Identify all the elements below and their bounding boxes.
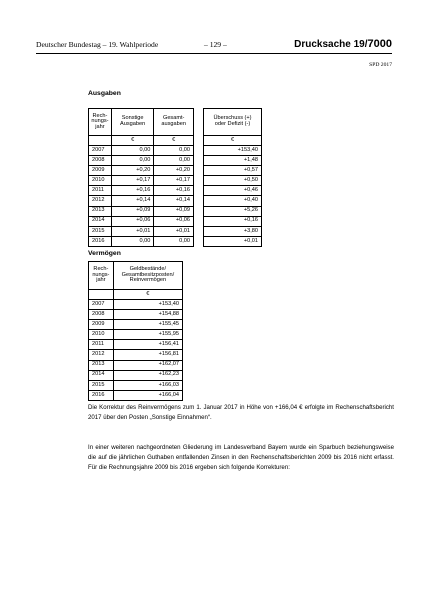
- table-row: [89, 176, 194, 186]
- table-row: [89, 300, 183, 310]
- page-number: – 129 –: [204, 40, 227, 49]
- year-cell: 2009: [89, 166, 112, 176]
- surplus-cell: +0,46: [204, 186, 262, 196]
- surplus-rows: [204, 146, 262, 247]
- table-row: [89, 380, 183, 390]
- document-number-value: 7000: [367, 38, 392, 50]
- sonstige-ausgaben-cell: +0,01: [111, 226, 154, 236]
- unit-cell-empty: [89, 136, 112, 146]
- surplus-cell: +1,48: [204, 156, 262, 166]
- year-cell: 2013: [89, 206, 112, 216]
- year-cell: 2015: [89, 226, 112, 236]
- header-sonstige-ausgaben: Sonstige Ausgaben: [111, 109, 154, 136]
- year-cell: 2012: [89, 350, 114, 360]
- unit-cell: €: [111, 136, 154, 146]
- ausgaben-table: [88, 108, 194, 247]
- table-row: [89, 310, 183, 320]
- year-cell: 2012: [89, 196, 112, 206]
- document-number-prefix: Drucksache 19/: [294, 39, 368, 50]
- reinvermoegen-cell: +162,07: [113, 360, 182, 370]
- table-row: [204, 206, 262, 216]
- gesamtausgaben-cell: +0,20: [154, 166, 194, 176]
- table-row: [204, 226, 262, 236]
- table-row: [204, 166, 262, 176]
- table-row: [89, 186, 194, 196]
- header-gesamtausgaben: Gesamt- ausgaben: [154, 109, 194, 136]
- sonstige-ausgaben-cell: 0,00: [111, 236, 154, 246]
- table-row: [89, 360, 183, 370]
- table-row: [204, 176, 262, 186]
- table-row: [89, 320, 183, 330]
- year-cell: 2007: [89, 146, 112, 156]
- sonstige-ausgaben-cell: +0,16: [111, 186, 154, 196]
- unit-cell: €: [154, 136, 194, 146]
- table-row: [89, 350, 183, 360]
- year-cell: 2009: [89, 320, 114, 330]
- table-row: [204, 196, 262, 206]
- surplus-cell: +153,40: [204, 146, 262, 156]
- ausgaben-rows: [89, 146, 194, 247]
- gesamtausgaben-cell: 0,00: [154, 236, 194, 246]
- year-cell: 2007: [89, 300, 114, 310]
- sonstige-ausgaben-cell: +0,06: [111, 216, 154, 226]
- sonstige-ausgaben-cell: +0,20: [111, 166, 154, 176]
- table-row: [204, 236, 262, 246]
- table-row: [204, 156, 262, 166]
- gesamtausgaben-cell: +0,17: [154, 176, 194, 186]
- surplus-cell: +0,01: [204, 236, 262, 246]
- year-cell: 2016: [89, 390, 114, 400]
- year-cell: 2008: [89, 156, 112, 166]
- reinvermoegen-cell: +156,41: [113, 340, 182, 350]
- table-row: [204, 216, 262, 226]
- year-cell: 2011: [89, 186, 112, 196]
- gesamtausgaben-cell: +0,14: [154, 196, 194, 206]
- reinvermoegen-cell: +166,04: [113, 390, 182, 400]
- ausgaben-title: Ausgaben: [88, 90, 121, 97]
- gesamtausgaben-cell: +0,16: [154, 186, 194, 196]
- paragraph-korrektur: Die Korrektur des Reinvermögens zum 1. Januar 2017 in Höhe von +166,04 € erfolgte im Rechenschaftsbericht 2017 über den Posten „Sonstige Einnahmen“.: [88, 404, 394, 422]
- table-row: [89, 340, 183, 350]
- header-rechnungsjahr: Rech- nungs- jahr: [89, 109, 112, 136]
- year-cell: 2013: [89, 360, 114, 370]
- vermoegen-title: Vermögen: [88, 250, 121, 257]
- surplus-cell: +0,50: [204, 176, 262, 186]
- reinvermoegen-cell: +155,95: [113, 330, 182, 340]
- reinvermoegen-cell: +153,40: [113, 300, 182, 310]
- sonstige-ausgaben-cell: +0,09: [111, 206, 154, 216]
- year-cell: 2008: [89, 310, 114, 320]
- sonstige-ausgaben-cell: +0,17: [111, 176, 154, 186]
- table-row: [89, 156, 194, 166]
- table-row: [89, 226, 194, 236]
- table-row: [89, 146, 194, 156]
- surplus-cell: +0,57: [204, 166, 262, 176]
- header-rechnungsjahr: Rech- nungs- jahr: [89, 262, 114, 290]
- table-row: [89, 196, 194, 206]
- gesamtausgaben-cell: +0,01: [154, 226, 194, 236]
- party-year-label: SPD 2017: [369, 62, 392, 68]
- sonstige-ausgaben-cell: 0,00: [111, 146, 154, 156]
- surplus-cell: +0,40: [204, 196, 262, 206]
- header-ueberschuss-defizit: Überschuss (+) oder Defizit (-): [204, 109, 262, 136]
- table-row: [89, 390, 183, 400]
- table-row: [204, 186, 262, 196]
- year-cell: 2014: [89, 216, 112, 226]
- year-cell: 2011: [89, 340, 114, 350]
- sonstige-ausgaben-cell: +0,14: [111, 196, 154, 206]
- table-row: [89, 206, 194, 216]
- surplus-cell: +3,80: [204, 226, 262, 236]
- header-reinvermoegen: Geldbestände/ Gesamtbesitzposten/ Reinvermögen: [113, 262, 182, 290]
- year-cell: 2010: [89, 176, 112, 186]
- gesamtausgaben-cell: 0,00: [154, 156, 194, 166]
- reinvermoegen-cell: +154,88: [113, 310, 182, 320]
- surplus-table: [203, 108, 262, 247]
- unit-cell: €: [204, 136, 262, 146]
- document-number: [294, 38, 392, 50]
- paragraph-sparbuch: In einer weiteren nachgeordneten Gliederung im Landesverband Bayern wurde ein Sparbuch beziehungsweise die auf die jährlichen Guthaben entfallenden Zinsen in den Rechenschaftsberichten 2009 bis 2016 nicht erfasst. Für die Rechnungsjahre 2009 bis 2016 ergeben sich folgende Korrekturen:: [88, 444, 394, 472]
- surplus-cell: +5,26: [204, 206, 262, 216]
- page-header: [36, 40, 392, 54]
- gesamtausgaben-cell: +0,09: [154, 206, 194, 216]
- vermoegen-table: [88, 261, 183, 401]
- unit-cell-empty: [89, 290, 114, 300]
- surplus-cell: +0,16: [204, 216, 262, 226]
- table-row: [204, 146, 262, 156]
- table-row: [89, 216, 194, 226]
- vermoegen-rows: [89, 300, 183, 401]
- table-row: [89, 236, 194, 246]
- reinvermoegen-cell: +162,23: [113, 370, 182, 380]
- year-cell: 2015: [89, 380, 114, 390]
- year-cell: 2010: [89, 330, 114, 340]
- table-row: [89, 330, 183, 340]
- table-row: [89, 166, 194, 176]
- reinvermoegen-cell: +166,03: [113, 380, 182, 390]
- gesamtausgaben-cell: 0,00: [154, 146, 194, 156]
- reinvermoegen-cell: +156,81: [113, 350, 182, 360]
- year-cell: 2014: [89, 370, 114, 380]
- table-row: [89, 370, 183, 380]
- year-cell: 2016: [89, 236, 112, 246]
- gesamtausgaben-cell: +0,06: [154, 216, 194, 226]
- sonstige-ausgaben-cell: 0,00: [111, 156, 154, 166]
- reinvermoegen-cell: +155,45: [113, 320, 182, 330]
- unit-cell: €: [113, 290, 182, 300]
- publication-title: Deutscher Bundestag – 19. Wahlperiode: [36, 40, 159, 49]
